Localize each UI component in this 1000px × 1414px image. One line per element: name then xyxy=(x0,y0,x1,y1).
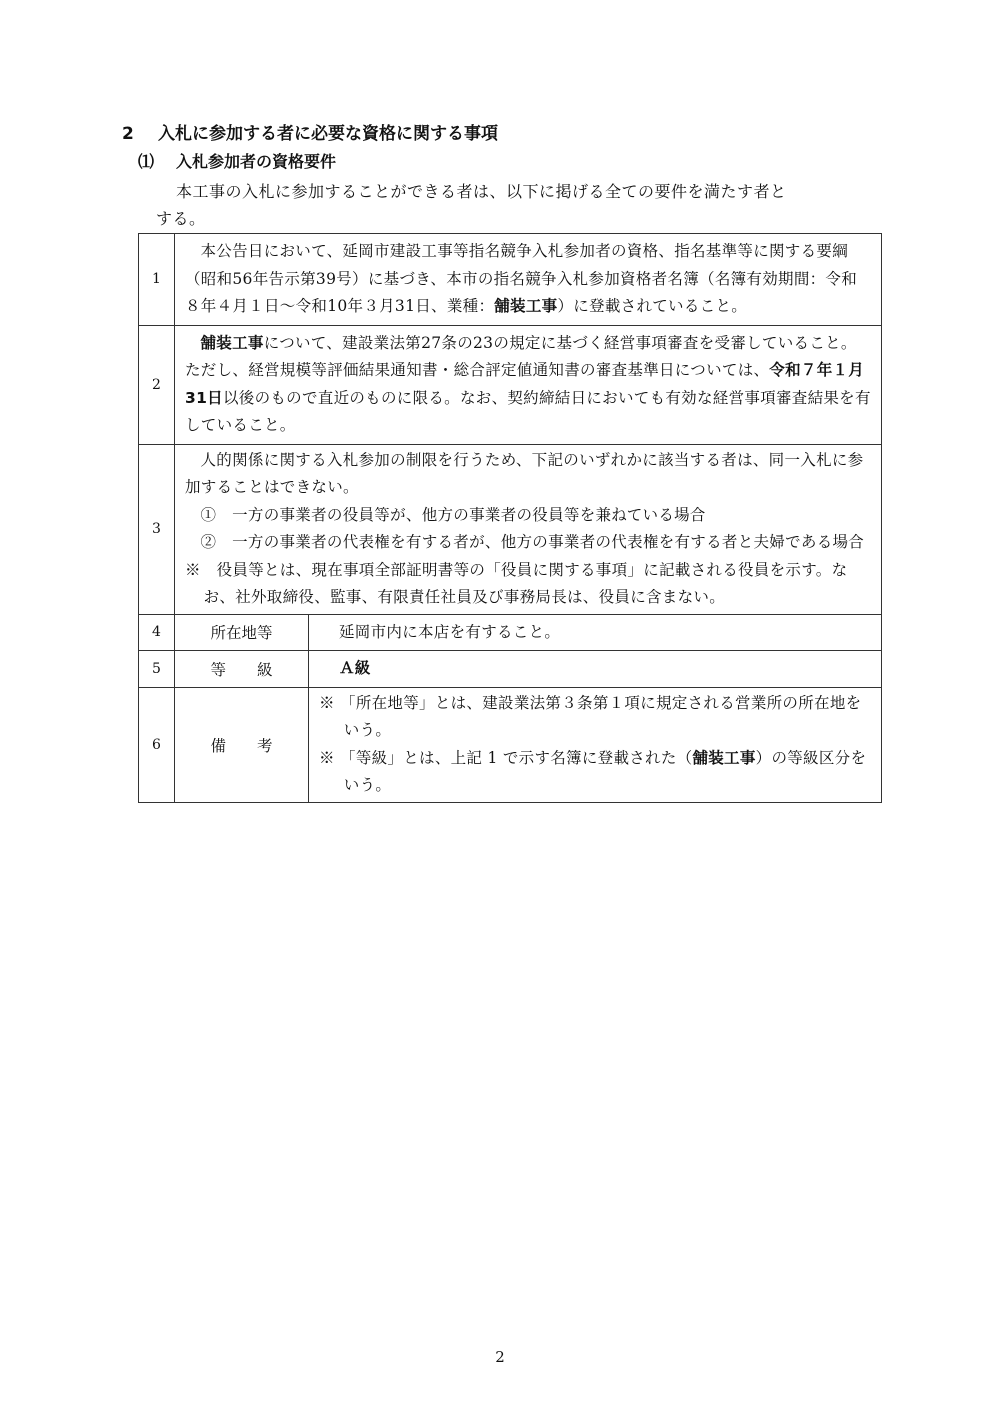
table-row xyxy=(139,651,882,688)
section-number: 2 xyxy=(122,124,134,144)
requirement-text xyxy=(175,445,881,614)
requirement-cell xyxy=(175,234,882,326)
table-row xyxy=(139,687,882,802)
section-title: 入札に参加する者に必要な資格に関する事項 xyxy=(158,124,498,144)
emphasis-text: 令和７年１月31日 xyxy=(185,361,865,407)
value-cell xyxy=(309,651,882,688)
requirement-cell xyxy=(175,325,882,444)
requirement-cell xyxy=(175,444,882,614)
value-text: Ａ級 xyxy=(339,659,371,677)
row-label: 等 級 xyxy=(175,651,309,688)
remarks-text xyxy=(309,688,881,802)
emphasis-text: 舗装工事 xyxy=(692,748,756,767)
intro-line-2: する。 xyxy=(156,209,206,228)
note-text: ※ 「所在地等」とは、建設業法第３条第１項に規定される営業所の所在地をいう。 xyxy=(319,693,862,739)
value-cell xyxy=(309,614,882,651)
row-number: 1 xyxy=(139,234,175,326)
table-row xyxy=(139,234,882,326)
subsection-number: ⑴ xyxy=(138,152,155,171)
intro-paragraph xyxy=(138,178,882,232)
text-segment: について、建設業法第27条の23の規定に基づく経営事項審査を受審していること。ただし、経営規模等評価結果通知書・総合評定値通知書の審査基準日については、 xyxy=(185,333,857,379)
note-text xyxy=(319,745,871,800)
text-segment: 以後のもので直近のものに限る。なお、契約締結日においても有効な経営事項審査結果を有していること。 xyxy=(185,388,871,434)
row-number: 6 xyxy=(139,687,175,802)
row-number: 4 xyxy=(139,614,175,651)
row-label: 備 考 xyxy=(175,687,309,802)
list-item: ① 一方の事業者の役員等が、他方の事業者の役員等を兼ねている場合 xyxy=(200,505,706,524)
requirements-table xyxy=(138,233,882,803)
table-row xyxy=(139,614,882,651)
requirement-text xyxy=(175,234,881,325)
row-label: 所在地等 xyxy=(175,614,309,651)
subsection-title: 入札参加者の資格要件 xyxy=(176,152,337,171)
text-paragraph: 人的関係に関する入札参加の制限を行うため、下記のいずれかに該当する者は、同一入札に参加することはできない。 xyxy=(185,450,864,496)
subsection-heading xyxy=(138,150,336,174)
row-number: 3 xyxy=(139,444,175,614)
value-text: 延岡市内に本店を有すること。 xyxy=(339,622,561,641)
text-segment: 本公告日において、延岡市建設工事等指名競争入札参加者の資格、指名基準等に関する要綱（昭和56年告示第39号）に基づき、本市の指名競争入札参加資格者名簿（名簿有効期間：令和８年４月１日～令和10年３月31日、業種： xyxy=(185,242,858,315)
page-number: 2 xyxy=(495,1348,505,1366)
emphasis-text: 舗装工事 xyxy=(200,333,264,352)
table-row xyxy=(139,444,882,614)
emphasis-text: 舗装工事 xyxy=(494,297,558,315)
note-text: ※ 役員等とは、現在事項全部証明書等の「役員に関する事項」に記載される役員を示す。なお、社外取締役、監事、有限責任社員及び事務局長は、役員に含まない。 xyxy=(185,560,848,606)
text-segment: ）の等級区分をいう。 xyxy=(343,748,867,794)
section-heading xyxy=(122,122,498,146)
text-segment: ）に登載されていること。 xyxy=(557,297,748,315)
list-item: ② 一方の事業者の代表権を有する者が、他方の事業者の代表権を有する者と夫婦である場合 xyxy=(200,533,865,551)
requirement-text xyxy=(175,326,881,444)
value-cell xyxy=(309,687,882,802)
table-row xyxy=(139,325,882,444)
text-segment: ※ 「等級」とは、上記 1 で示す名簿に登載された（ xyxy=(319,748,693,767)
intro-line-1: 本工事の入札に参加することができる者は、以下に掲げる全ての要件を満たす者と xyxy=(176,182,787,201)
row-number: 5 xyxy=(139,651,175,688)
row-number: 2 xyxy=(139,325,175,444)
